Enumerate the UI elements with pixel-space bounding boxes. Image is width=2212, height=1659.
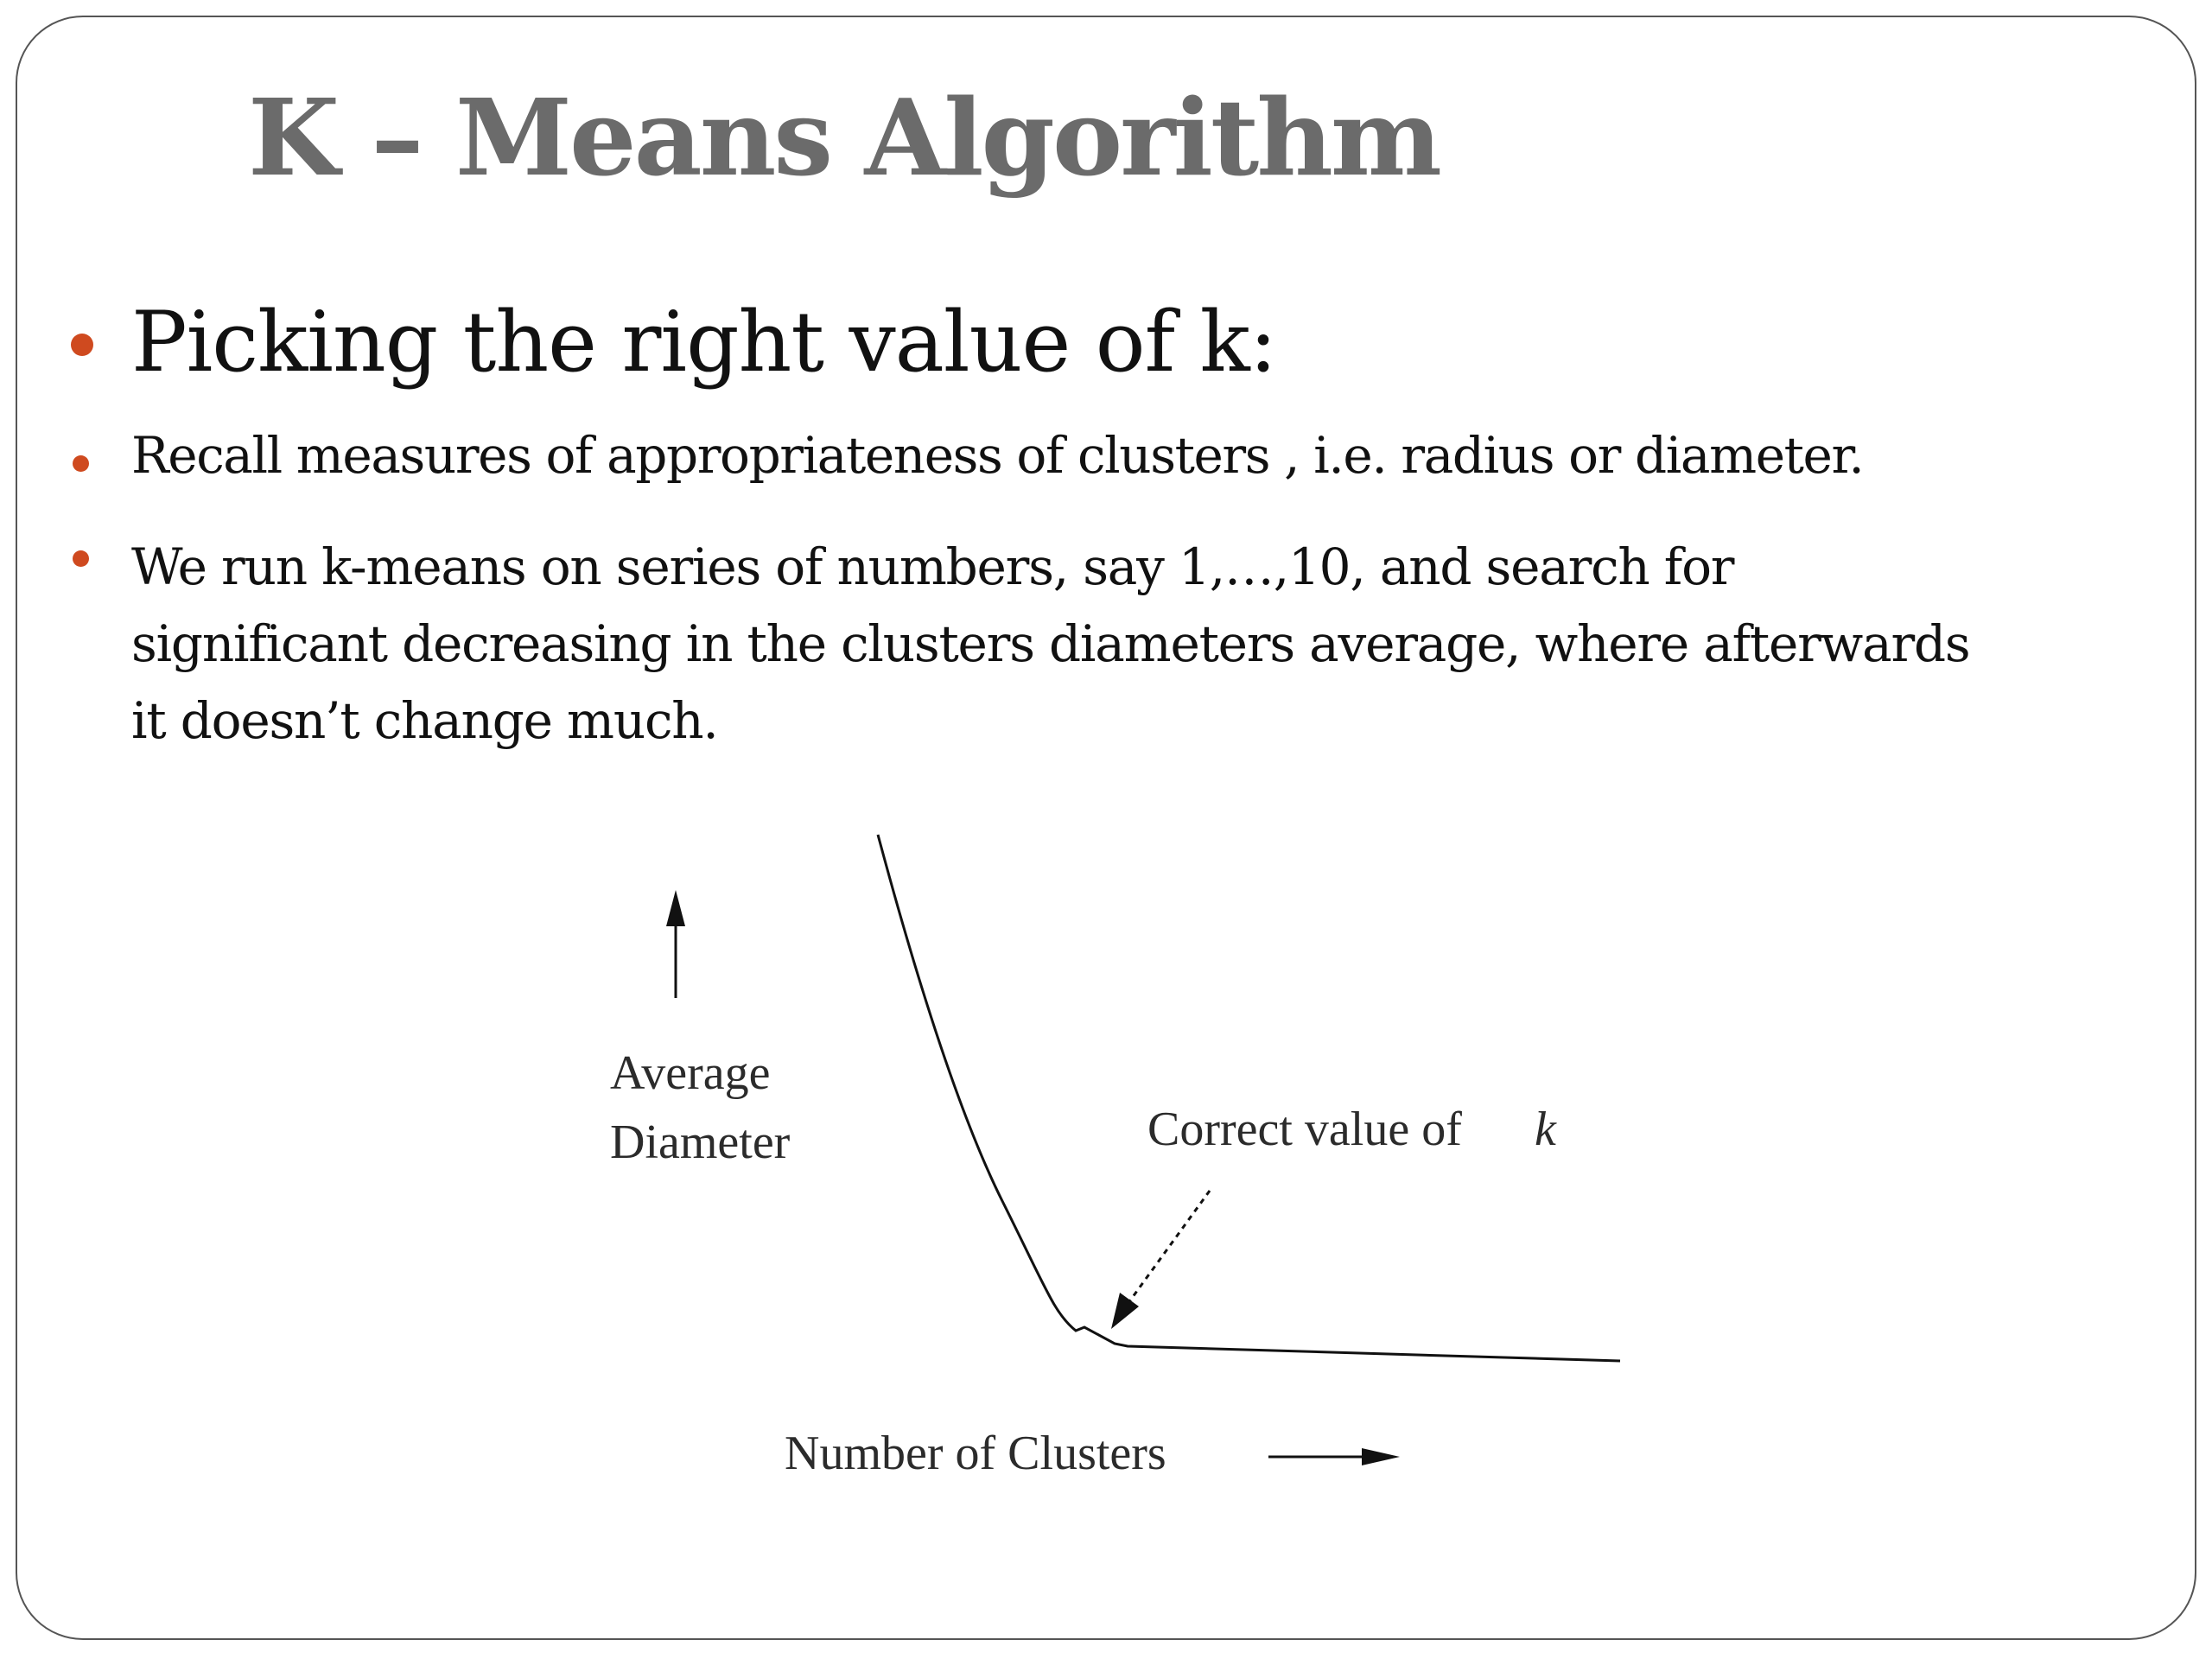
y-axis-arrow [666,890,685,998]
x-axis-arrow [1268,1448,1400,1465]
annotation-label: Correct value of [1147,1103,1462,1156]
y-axis-label-line1: Average [610,1046,771,1100]
annotation-variable: k [1535,1103,1556,1156]
bullet-heading: Picking the right value of k: [131,294,1277,391]
annotation-arrow [1111,1191,1210,1329]
slide-title: K – Means Algorithm [248,75,1440,200]
bullet-item: Recall measures of appropriateness of clusters , i.e. radius or diameter. [131,426,1864,485]
bullet-item: We run k-means on series of numbers, say 1,…,10, and search for significant decreasing in the clusters diameters average, where afterwards it doesn’t change much. [131,537,1970,750]
x-axis-label: Number of Clusters [785,1427,1166,1480]
elbow-curve [878,835,1620,1361]
y-axis-label-line2: Diameter [610,1116,791,1169]
